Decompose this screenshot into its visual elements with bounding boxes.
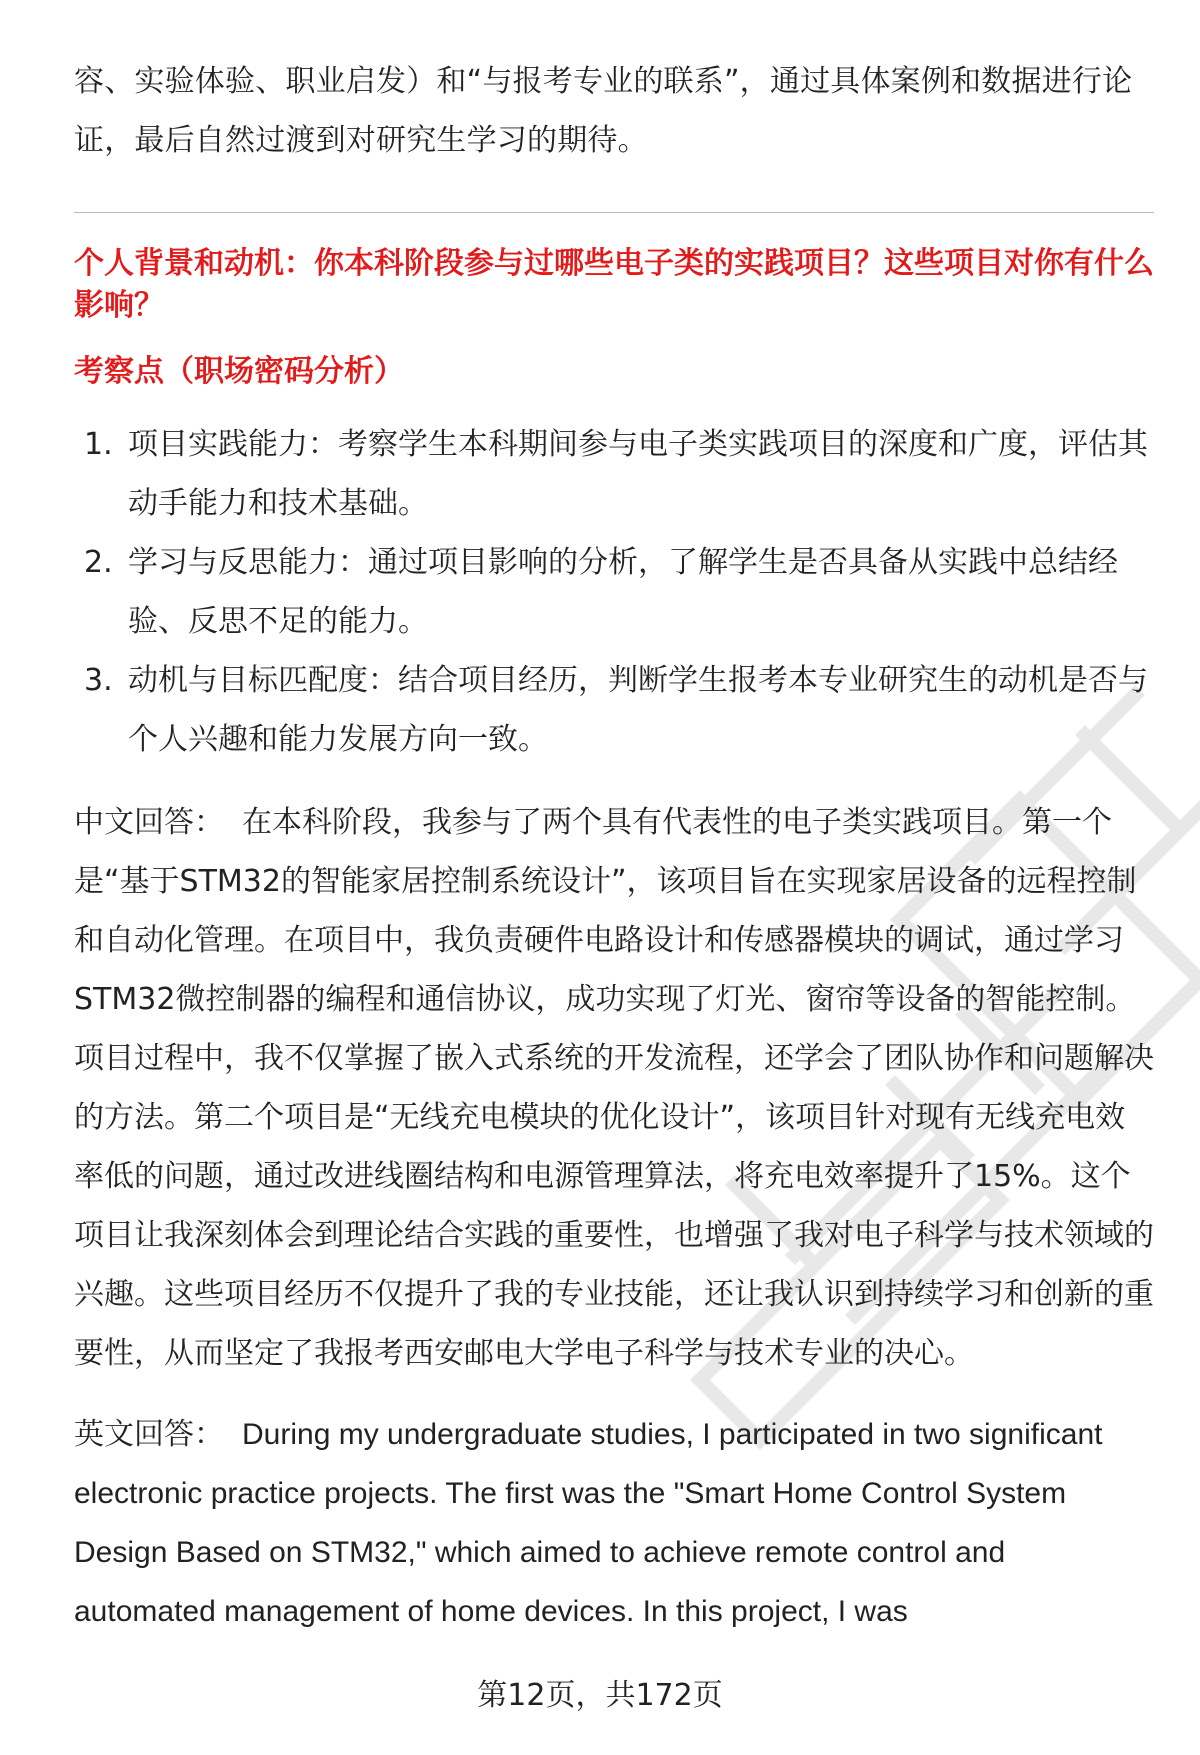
english-answer-paragraph (74, 1405, 1154, 1641)
list-item-text: 动机与目标匹配度：结合项目经历，判断学生报考本专业研究生的动机是否与个人兴趣和能力发展方向一致。 (128, 663, 1148, 757)
list-item-number: 3. (84, 663, 113, 698)
document-content (74, 52, 1154, 1641)
section-divider (74, 212, 1154, 213)
assessment-points-list (74, 415, 1154, 769)
list-item-number: 2. (84, 545, 113, 580)
list-item (74, 651, 1154, 769)
english-answer-label: 英文回答： (74, 1418, 224, 1451)
chinese-answer-paragraph (74, 793, 1154, 1383)
intro-text: 容、实验体验、职业启发）和“与报考专业的联系”，通过具体案例和数据进行论证，最后自然过渡到对研究生学习的期待。 (74, 64, 1133, 158)
english-answer-text: During my undergraduate studies, I participated in two significant electronic practice projects. The first was the "Smart Home Control System Design Based on STM32," which aimed to achieve remote control and automated management of home devices. In this project, I was (74, 1418, 1103, 1628)
intro-paragraph (74, 52, 1154, 170)
chinese-answer-text: 在本科阶段，我参与了两个具有代表性的电子类实践项目。第一个是“基于STM32的智能家居控制系统设计”，该项目旨在实现家居设备的远程控制和自动化管理。在项目中，我负责硬件电路设计和传感器模块的调试，通过学习STM32微控制器的编程和通信协议，成功实现了灯光、窗帘等设备的智能控制。项目过程中，我不仅掌握了嵌入式系统的开发流程，还学会了团队协作和问题解决的方法。第二个项目是“无线充电模块的优化设计”，该项目针对现有无线充电效率低的问题，通过改进线圈结构和电源管理算法，将充电效率提升了15%。这个项目让我深刻体会到理论结合实践的重要性，也增强了我对电子科学与技术领域的兴趣。这些项目经历不仅提升了我的专业技能，还让我认识到持续学习和创新的重要性，从而坚定了我报考西安邮电大学电子科学与技术专业的决心。 (74, 805, 1154, 1371)
question-heading: 个人背景和动机：你本科阶段参与过哪些电子类的实践项目？这些项目对你有什么影响？ (74, 246, 1154, 323)
list-item (74, 533, 1154, 651)
list-item-number: 1. (84, 427, 113, 462)
assessment-points-heading: 考察点（职场密码分析） (74, 354, 404, 389)
list-item-text: 学习与反思能力：通过项目影响的分析，了解学生是否具备从实践中总结经验、反思不足的能力。 (128, 545, 1118, 639)
page-number-footer: 第12页，共172页 (477, 1678, 723, 1713)
chinese-answer-label: 中文回答： (74, 805, 224, 840)
list-item-text: 项目实践能力：考察学生本科期间参与电子类实践项目的深度和广度，评估其动手能力和技术基础。 (128, 427, 1148, 521)
list-item (74, 415, 1154, 533)
